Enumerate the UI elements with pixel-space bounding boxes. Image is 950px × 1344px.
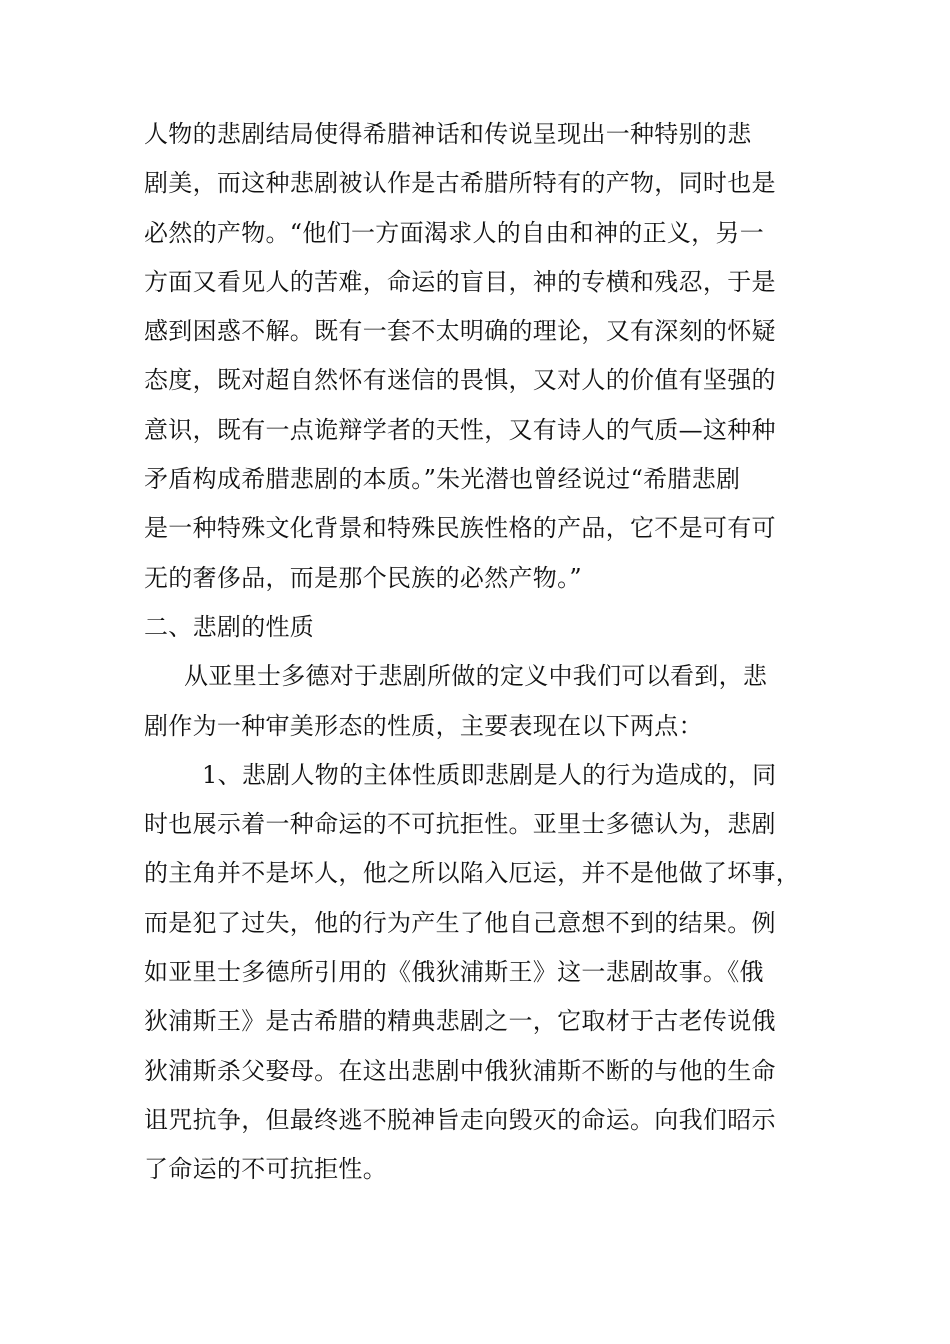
text-line: 时也展示着一种命运的不可抗拒性。亚里士多德认为，悲剧 xyxy=(144,810,776,839)
text-line: 剧美，而这种悲剧被认作是古希腊所特有的产物，同时也是 xyxy=(144,169,776,198)
text-line: 狄浦斯杀父娶母。在这出悲剧中俄狄浦斯不断的与他的生命 xyxy=(144,1056,776,1085)
paragraph-definition xyxy=(144,652,824,751)
paragraph-point-one xyxy=(144,751,824,1195)
text-line: 而是犯了过失，他的行为产生了他自己意想不到的结果。例 xyxy=(144,908,776,937)
text-line: 无的奢侈品，而是那个民族的必然产物。” xyxy=(144,563,582,592)
text-line: 1、悲剧人物的主体性质即悲剧是人的行为造成的，同 xyxy=(202,760,777,789)
text-line: 矛盾构成希腊悲剧的本质。”朱光潜也曾经说过“希腊悲剧 xyxy=(144,465,741,494)
text-line: 狄浦斯王》是古希腊的精典悲剧之一，它取材于古老传说俄 xyxy=(144,1007,776,1036)
text-line: 人物的悲剧结局使得希腊神话和传说呈现出一种特别的悲 xyxy=(144,120,752,148)
text-line: 的主角并不是坏人，他之所以陷入厄运，并不是他做了坏事， xyxy=(144,859,801,888)
text-line: 意识，既有一点诡辩学者的天性，又有诗人的气质—这种种 xyxy=(144,415,776,444)
paragraph-intro xyxy=(144,110,824,603)
text-line: 从亚里士多德对于悲剧所做的定义中我们可以看到，悲 xyxy=(184,662,768,691)
text-line: 态度，既对超自然怀有迷信的畏惧，又对人的价值有坚强的 xyxy=(144,366,776,395)
text-line: 剧作为一种审美形态的性质，主要表现在以下两点： xyxy=(144,711,703,740)
text-line: 必然的产物。“他们一方面渴求人的自由和神的正义，另一 xyxy=(144,218,765,247)
section-heading: 二、悲剧的性质 xyxy=(144,612,315,641)
text-line: 了命运的不可抗拒性。 xyxy=(144,1155,387,1184)
text-line: 方面又看见人的苦难，命运的盲目，神的专横和残忍，于是 xyxy=(144,267,776,296)
text-line: 是一种特殊文化背景和特殊民族性格的产品，它不是可有可 xyxy=(144,514,776,543)
text-line: 诅咒抗争，但最终逃不脱神旨走向毁灭的命运。向我们昭示 xyxy=(144,1105,776,1134)
text-line: 感到困惑不解。既有一套不太明确的理论，又有深刻的怀疑 xyxy=(144,317,776,346)
body-text xyxy=(144,110,824,1195)
text-line: 如亚里士多德所引用的《俄狄浦斯王》这一悲剧故事。《俄 xyxy=(144,958,764,987)
